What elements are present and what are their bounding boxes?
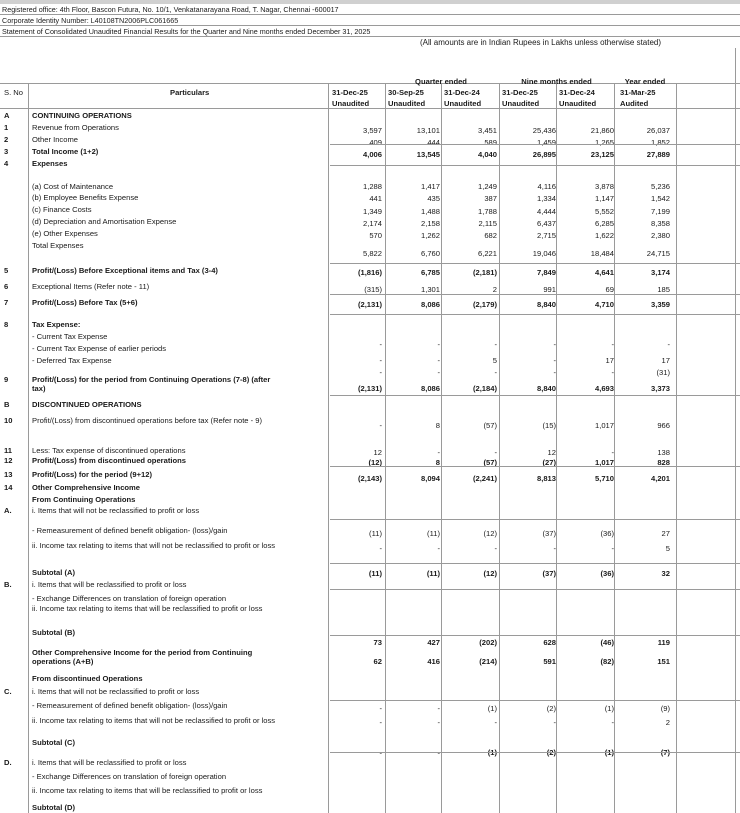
row-label: Other Comprehensive Income for the period from Continuing operations (A+B): [32, 648, 253, 666]
row-label: Total Expenses: [32, 241, 84, 250]
column-header-quarter-ended: Quarter ended: [415, 77, 467, 86]
row-number: D.: [4, 758, 12, 767]
audit-status: Unaudited: [502, 99, 540, 108]
row-label: - Current Tax Expense of earlier periods: [32, 344, 167, 353]
row-divider: [330, 635, 740, 636]
row-divider: [330, 700, 740, 701]
cell-value: 591: [543, 657, 556, 666]
cell-value: 8: [435, 421, 440, 430]
cell-value: -: [437, 340, 440, 349]
cell-value: 2,715: [536, 231, 556, 240]
row-number: 1: [4, 123, 9, 132]
cell-value: 4,710: [594, 300, 614, 309]
cell-value: 1,459: [536, 138, 556, 147]
row-label: Less: Tax expense of discontinued operations: [32, 446, 186, 455]
row-label: - Exchange Differences on translation of foreign operation: [32, 594, 227, 603]
row-number: 2: [4, 135, 9, 144]
cell-value: (15): [542, 421, 556, 430]
cell-value: 13,545: [416, 150, 440, 159]
cell-value: 7,199: [650, 207, 670, 216]
row-label: i. Items that will be reclassified to profit or loss: [32, 758, 187, 767]
cell-value: 1,788: [477, 207, 497, 216]
cell-value: 5,552: [594, 207, 614, 216]
cell-value: (2,143): [357, 474, 382, 483]
header-bottom-border: [0, 108, 740, 109]
cell-value: -: [494, 544, 497, 553]
cell-value: 4,693: [594, 384, 614, 393]
cell-value: 62: [373, 657, 382, 666]
cell-value: -: [379, 544, 382, 553]
cell-value: -: [553, 544, 556, 553]
cell-value: 1,288: [362, 182, 382, 191]
cell-value: (37): [542, 569, 556, 578]
cell-value: 8,086: [420, 300, 440, 309]
row-label: Profit/(Loss) from discontinued operations: [32, 456, 186, 465]
column-header-particulars: Particulars: [170, 88, 210, 97]
row-label: Profit/(Loss) Before Tax (5+6): [32, 298, 138, 307]
cell-value: -: [379, 368, 382, 377]
cell-value: 2: [492, 285, 497, 294]
row-label: Expenses: [32, 159, 68, 168]
row-label: ii. Income tax relating to items that will not be reclassified to profit or loss: [32, 716, 276, 725]
row-label: Exceptional Items (Refer note - 11): [32, 282, 150, 291]
cell-value: 589: [484, 138, 497, 147]
cell-value: 6,437: [536, 219, 556, 228]
cell-value: 5,236: [650, 182, 670, 191]
cell-value: 1,265: [594, 138, 614, 147]
cell-value: 570: [369, 231, 382, 240]
cell-value: (12): [483, 569, 497, 578]
row-divider: [330, 519, 740, 520]
cell-value: 416: [427, 657, 440, 666]
cell-value: 5,822: [362, 249, 382, 258]
cell-value: -: [611, 544, 614, 553]
cell-value: (37): [542, 529, 556, 538]
cell-value: -: [379, 421, 382, 430]
row-label: From Continuing Operations: [32, 495, 136, 504]
row-label: Tax Expense:: [32, 320, 81, 329]
col-divider: [735, 48, 736, 813]
audit-status: Unaudited: [388, 99, 426, 108]
cell-value: (11): [368, 569, 382, 578]
cell-value: 2,115: [478, 219, 497, 228]
row-number: B.: [4, 580, 12, 589]
row-number: 12: [4, 456, 13, 465]
row-label: Profit/(Loss) for the period (9+12): [32, 470, 153, 479]
amounts-note: (All amounts are in Indian Rupees in Lakhs unless otherwise stated): [420, 38, 662, 47]
row-label: - Exchange Differences on translation of foreign operation: [32, 772, 227, 781]
cell-value: -: [611, 340, 614, 349]
row-label: DISCONTINUED OPERATIONS: [32, 400, 142, 409]
row-label: Subtotal (C): [32, 738, 76, 747]
cell-value: (7): [660, 748, 670, 757]
cell-value: 12: [547, 448, 556, 457]
cell-value: 25,436: [532, 126, 556, 135]
cell-value: -: [437, 748, 440, 757]
cell-value: (82): [600, 657, 614, 666]
row-number: 11: [4, 446, 13, 455]
cell-value: (315): [364, 285, 382, 294]
cell-value: 3,174: [650, 268, 670, 277]
cell-value: (57): [483, 421, 497, 430]
row-number: B: [4, 400, 10, 409]
cell-value: (31): [656, 368, 670, 377]
row-label: ii. Income tax relating to items that will be reclassified to profit or loss: [32, 786, 263, 795]
cell-value: 24,715: [646, 249, 670, 258]
cell-value: -: [553, 368, 556, 377]
cell-value: 8,840: [536, 300, 556, 309]
cell-value: 7,849: [536, 268, 556, 277]
cell-value: 3,359: [650, 300, 670, 309]
cell-value: 13,101: [416, 126, 440, 135]
cell-value: -: [553, 340, 556, 349]
cell-value: (2,131): [357, 384, 382, 393]
cell-value: -: [437, 704, 440, 713]
row-number: 14: [4, 483, 13, 492]
audit-status: Unaudited: [444, 99, 482, 108]
cell-value: 628: [543, 638, 556, 647]
cell-value: -: [494, 718, 497, 727]
row-label: ii. Income tax relating to items that will not be reclassified to profit or loss: [32, 541, 276, 550]
cell-value: (2,131): [357, 300, 382, 309]
cell-value: 185: [657, 285, 670, 294]
cell-value: -: [494, 340, 497, 349]
cell-value: 1,147: [594, 194, 614, 203]
period-header: 31-Mar-25: [620, 88, 656, 97]
column-header-nine-months: Nine months ended: [521, 77, 592, 86]
cell-value: 119: [657, 638, 670, 647]
row-number: 4: [4, 159, 9, 168]
cell-value: 26,895: [532, 150, 556, 159]
cell-value: 138: [657, 448, 670, 457]
row-divider: [330, 589, 740, 590]
cell-value: 387: [484, 194, 497, 203]
cell-value: 1,622: [594, 231, 614, 240]
cell-value: 8,840: [536, 384, 556, 393]
cell-value: 4,201: [650, 474, 670, 483]
cell-value: -: [494, 368, 497, 377]
cell-value: 1,488: [420, 207, 440, 216]
cell-value: 27,889: [646, 150, 670, 159]
row-number: C.: [4, 687, 12, 696]
cell-value: 5: [492, 356, 497, 365]
cell-value: -: [437, 718, 440, 727]
cell-value: (11): [427, 529, 440, 538]
cell-value: 6,285: [594, 219, 614, 228]
cell-value: -: [437, 448, 440, 457]
cell-value: 1,249: [477, 182, 497, 191]
cell-value: (1): [604, 704, 614, 713]
cell-value: 5: [665, 544, 670, 553]
row-label: Total Income (1+2): [32, 147, 99, 156]
cell-value: (11): [426, 569, 440, 578]
cell-value: -: [437, 368, 440, 377]
cell-value: 3,878: [594, 182, 614, 191]
cell-value: -: [437, 544, 440, 553]
cell-value: 966: [657, 421, 670, 430]
cell-value: 32: [661, 569, 670, 578]
cell-value: 8,813: [536, 474, 556, 483]
row-number: 3: [4, 147, 9, 156]
cell-value: 6,785: [420, 268, 440, 277]
row-label: (e) Other Expenses: [32, 229, 98, 238]
document-top-edge: [0, 0, 740, 4]
cell-value: 23,125: [590, 150, 614, 159]
row-divider: [330, 263, 740, 264]
row-label: - Current Tax Expense: [32, 332, 108, 341]
row-label: i. Items that will be reclassified to profit or loss: [32, 580, 187, 589]
row-label: From discontinued Operations: [32, 674, 143, 683]
cell-value: 27: [661, 529, 670, 538]
audit-status: Audited: [620, 99, 649, 108]
cell-value: (27): [542, 458, 556, 467]
row-label: CONTINUING OPERATIONS: [32, 111, 132, 120]
cell-value: 1,349: [362, 207, 382, 216]
row-label: - Deferred Tax Expense: [32, 356, 112, 365]
cell-value: -: [494, 448, 497, 457]
period-header: 31-Dec-25: [332, 88, 368, 97]
divider: [0, 25, 740, 26]
row-label: Profit/(Loss) from discontinued operations before tax (Refer note - 9): [32, 416, 263, 425]
row-number: 10: [4, 416, 13, 425]
cell-value: 8: [435, 458, 440, 467]
cell-value: (46): [600, 638, 614, 647]
cell-value: -: [611, 368, 614, 377]
cell-value: 3,451: [477, 126, 497, 135]
cell-value: -: [379, 704, 382, 713]
audit-status: Unaudited: [332, 99, 370, 108]
divider: [0, 14, 740, 15]
row-label: i. Items that will not be reclassified to profit or loss: [32, 687, 200, 696]
row-divider: [330, 294, 740, 295]
cell-value: -: [611, 718, 614, 727]
cell-value: (2): [546, 704, 556, 713]
cell-value: 4,006: [362, 150, 382, 159]
cell-value: 1,852: [650, 138, 670, 147]
row-number: 6: [4, 282, 9, 291]
row-divider: [330, 314, 740, 315]
row-divider: [330, 752, 740, 753]
cell-value: 1,301: [420, 285, 440, 294]
row-divider: [330, 395, 740, 396]
col-divider: [614, 83, 615, 813]
row-label: Subtotal (B): [32, 628, 76, 637]
cell-value: 8,094: [420, 474, 440, 483]
cell-value: 444: [427, 138, 440, 147]
period-header: 31-Dec-24: [559, 88, 595, 97]
row-label: Subtotal (D): [32, 803, 76, 812]
cell-value: 828: [657, 458, 670, 467]
cell-value: (1): [487, 748, 497, 757]
cell-value: -: [611, 448, 614, 457]
cell-value: 1,417: [420, 182, 440, 191]
row-number: A.: [4, 506, 12, 515]
row-number: 5: [4, 266, 9, 275]
cell-value: -: [379, 718, 382, 727]
cell-value: (9): [660, 704, 670, 713]
row-label: Revenue from Operations: [32, 123, 119, 132]
col-divider: [28, 83, 29, 813]
cell-value: (11): [369, 529, 382, 538]
cell-value: (36): [600, 529, 614, 538]
cell-value: 427: [427, 638, 440, 647]
row-label: ii. Income tax relating to items that will be reclassified to profit or loss: [32, 604, 263, 613]
cell-value: 441: [369, 194, 382, 203]
cell-value: 991: [543, 285, 556, 294]
audit-status: Unaudited: [559, 99, 597, 108]
cell-value: (214): [479, 657, 497, 666]
cell-value: 18,484: [590, 249, 614, 258]
row-divider: [330, 144, 740, 145]
cell-value: 4,641: [594, 268, 614, 277]
cell-value: (12): [483, 529, 497, 538]
cell-value: (36): [600, 569, 614, 578]
column-header-year-ended: Year ended: [624, 77, 666, 86]
cell-value: (12): [368, 458, 382, 467]
col-divider: [385, 83, 386, 813]
cin-number: Corporate Identity Number: L40108TN2006PLC061665: [2, 16, 179, 25]
row-label: (d) Depreciation and Amortisation Expense: [32, 217, 177, 226]
cell-value: 1,017: [594, 421, 614, 430]
row-label: - Remeasurement of defined benefit obligation- (loss)/gain: [32, 701, 228, 710]
row-label: Subtotal (A): [32, 568, 76, 577]
cell-value: 4,040: [477, 150, 497, 159]
cell-value: (57): [483, 458, 497, 467]
cell-value: 151: [657, 657, 670, 666]
cell-value: (2,241): [472, 474, 497, 483]
row-label: (b) Employee Benefits Expense: [32, 193, 139, 202]
registered-office: Registered office: 4th Floor, Bascon Futura, No. 10/1, Venkatanarayana Road, T. Nagar, Chennai -600017: [2, 5, 339, 14]
row-label: Profit/(Loss) Before Exceptional items and Tax (3-4): [32, 266, 218, 275]
row-label: Profit/(Loss) for the period from Continuing Operations (7-8) (after tax): [32, 375, 271, 393]
cell-value: 2,158: [420, 219, 440, 228]
cell-value: -: [379, 340, 382, 349]
row-number: A: [4, 111, 10, 120]
cell-value: 21,860: [590, 126, 614, 135]
cell-value: 409: [369, 138, 382, 147]
cell-value: -: [667, 340, 670, 349]
period-header: 31-Dec-24: [444, 88, 480, 97]
cell-value: 6,760: [420, 249, 440, 258]
row-divider: [330, 165, 740, 166]
cell-value: -: [379, 356, 382, 365]
row-label: Other Comprehensive Income: [32, 483, 141, 492]
col-divider: [499, 83, 500, 813]
col-divider: [556, 83, 557, 813]
cell-value: 8,358: [650, 219, 670, 228]
cell-value: 1,542: [650, 194, 670, 203]
cell-value: (2,181): [472, 268, 497, 277]
divider: [0, 36, 740, 37]
row-label: Other Income: [32, 135, 79, 144]
row-number: 9: [4, 375, 9, 384]
cell-value: 1,262: [420, 231, 440, 240]
cell-value: 2: [665, 718, 670, 727]
cell-value: 2,174: [362, 219, 382, 228]
cell-value: 73: [373, 638, 382, 647]
cell-value: 26,037: [646, 126, 670, 135]
cell-value: (1,816): [357, 268, 382, 277]
cell-value: 3,597: [362, 126, 382, 135]
col-divider: [328, 83, 329, 813]
cell-value: 1,017: [594, 458, 614, 467]
cell-value: 8,086: [420, 384, 440, 393]
cell-value: 17: [661, 356, 670, 365]
statement-title: Statement of Consolidated Unaudited Financial Results for the Quarter and Nine months ended December 31, 2025: [2, 27, 371, 36]
row-number: 13: [4, 470, 13, 479]
cell-value: (2,179): [472, 300, 497, 309]
row-label: - Remeasurement of defined benefit obligation- (loss)/gain: [32, 526, 228, 535]
cell-value: 435: [427, 194, 440, 203]
cell-value: (202): [479, 638, 497, 647]
col-divider: [676, 83, 677, 813]
cell-value: 3,373: [650, 384, 670, 393]
cell-value: -: [553, 718, 556, 727]
row-label: (c) Finance Costs: [32, 205, 92, 214]
row-divider: [330, 563, 740, 564]
cell-value: -: [379, 748, 382, 757]
cell-value: -: [437, 356, 440, 365]
period-header: 30-Sep-25: [388, 88, 424, 97]
row-number: 7: [4, 298, 9, 307]
row-label: (a) Cost of Maintenance: [32, 182, 114, 191]
cell-value: 1,334: [536, 194, 556, 203]
row-label: i. Items that will not be reclassified to profit or loss: [32, 506, 200, 515]
cell-value: 4,116: [537, 182, 556, 191]
cell-value: (2): [546, 748, 556, 757]
cell-value: 4,444: [536, 207, 556, 216]
column-header-sno: S. No: [4, 88, 23, 97]
cell-value: 69: [605, 285, 614, 294]
row-number: 8: [4, 320, 9, 329]
cell-value: (1): [487, 704, 497, 713]
cell-value: 2,380: [650, 231, 670, 240]
cell-value: (1): [604, 748, 614, 757]
row-divider: [330, 466, 740, 467]
cell-value: 17: [605, 356, 614, 365]
period-header: 31-Dec-25: [502, 88, 538, 97]
cell-value: 19,046: [532, 249, 556, 258]
cell-value: 682: [484, 231, 497, 240]
col-divider: [441, 83, 442, 813]
cell-value: -: [553, 356, 556, 365]
cell-value: (2,184): [472, 384, 497, 393]
cell-value: 6,221: [477, 249, 497, 258]
cell-value: 5,710: [594, 474, 614, 483]
cell-value: 12: [373, 448, 382, 457]
